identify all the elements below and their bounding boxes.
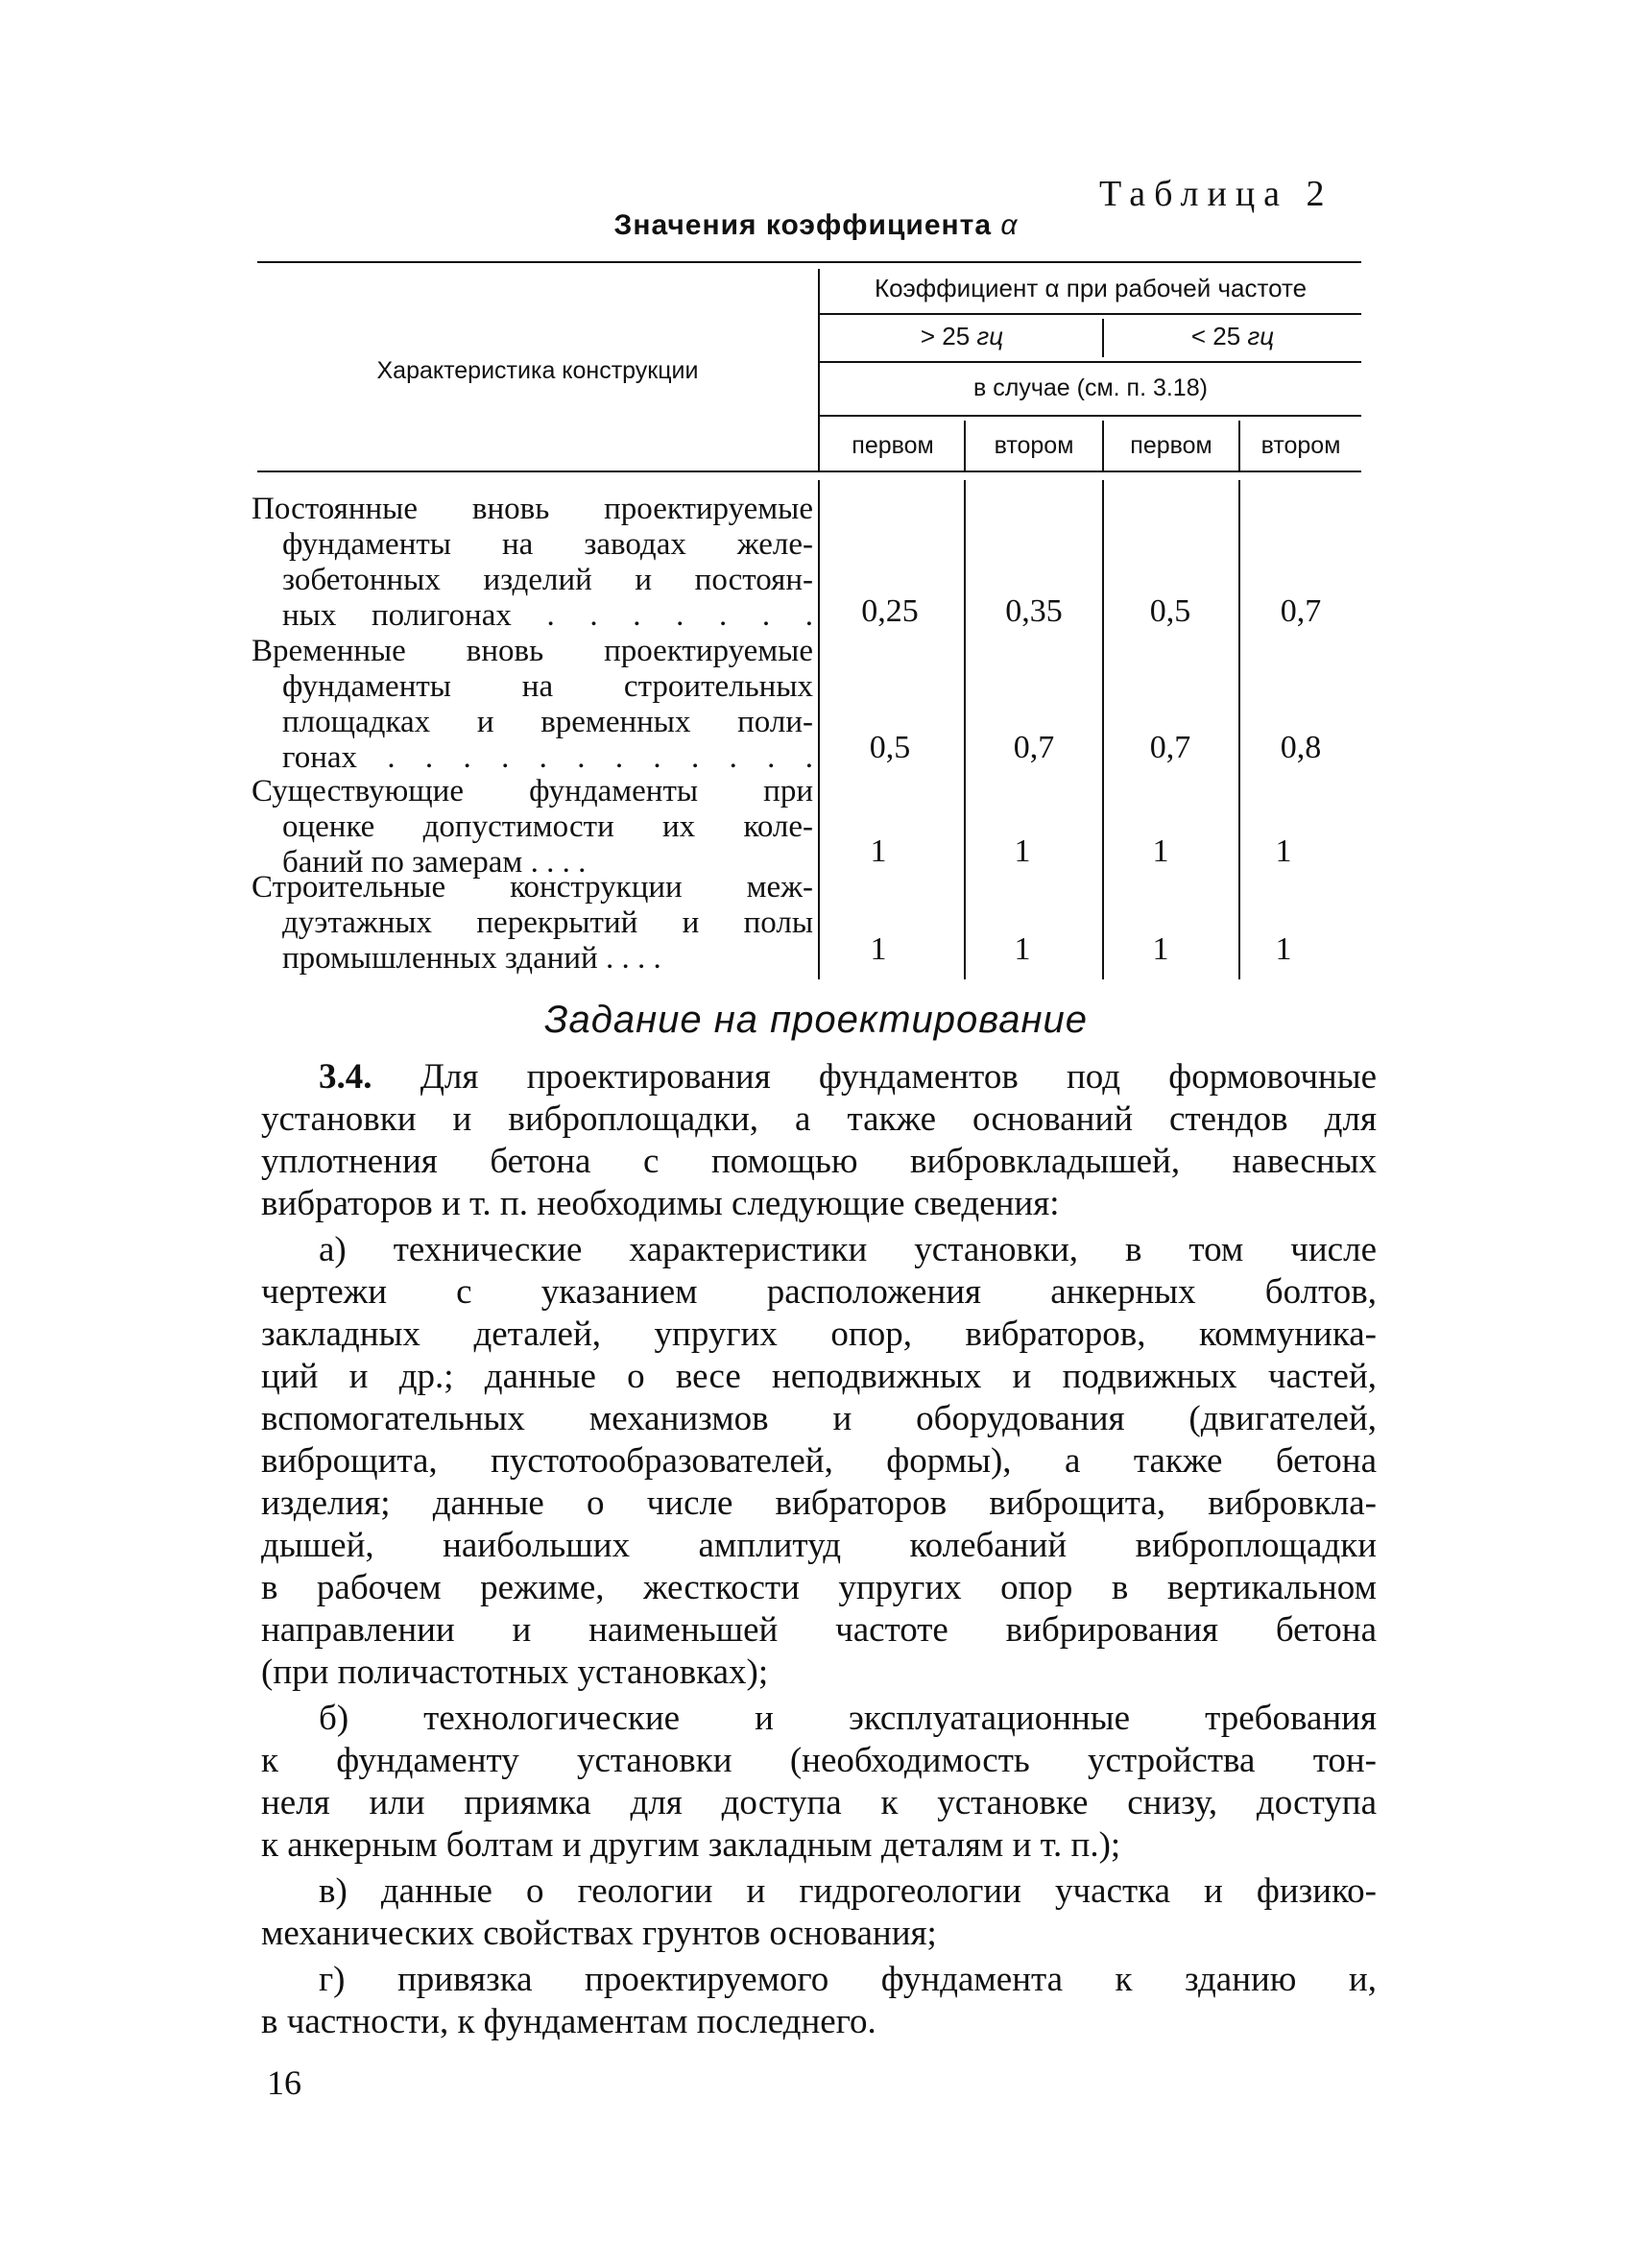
paragraph-a <box>261 1229 1377 1694</box>
row-4-value-3: 1 <box>1152 931 1169 967</box>
table-coef-rule <box>818 313 1361 315</box>
row-3-value-4: 1 <box>1275 833 1292 869</box>
coef-header: Коэффициент α при рабочей частоте <box>874 274 1308 302</box>
p1-line-4: вибраторов и т. п. необходимы следующие сведения: <box>261 1184 1060 1223</box>
row-2-line-1: Временные вновь проектируемые <box>252 634 813 668</box>
p2-line-3: закладных деталей, упругих опор, вибраторов, коммуника- <box>261 1315 1377 1354</box>
table-top-rule <box>257 261 1361 263</box>
page-number: 16 <box>267 2063 301 2102</box>
p1-line-1-text: Для проектирования фундаментов под формовочные <box>420 1057 1378 1097</box>
row-4-line-1: Строительные конструкции меж- <box>252 870 813 905</box>
row-2-value-4: 0,8 <box>1280 730 1322 765</box>
freq-high-unit: гц <box>976 322 1004 350</box>
row-4-line-2: дуэтажных перекрытий и полы <box>282 905 813 940</box>
paragraph-b <box>261 1698 1377 1867</box>
p1-line-3: уплотнения бетона с помощью вибровкладышей, навесных <box>261 1142 1377 1181</box>
row-3-value-3: 1 <box>1152 833 1169 869</box>
p3-line-2: к фундаменту установки (необходимость устройства тон- <box>261 1741 1377 1780</box>
table-row-2-label <box>252 634 813 776</box>
sub-header-2: втором <box>994 432 1074 459</box>
row-header: Характеристика конструкции <box>376 357 699 384</box>
row-2-value-3: 0,7 <box>1149 730 1191 765</box>
freq-low-value: < 25 <box>1190 322 1241 350</box>
p2-line-11: (при поличастотных установках); <box>261 1653 769 1692</box>
row-4-value-2: 1 <box>1014 931 1031 967</box>
p2-line-9: в рабочем режиме, жесткости упругих опор в вертикальном <box>261 1568 1377 1607</box>
section-heading: Задание на проектирование <box>543 999 1089 1041</box>
p2-line-2: чертежи с указанием расположения анкерных болтов, <box>261 1272 1377 1312</box>
p2-line-6: виброщита, пустотообразователей, формы), а также бетона <box>261 1441 1377 1481</box>
table-divider-main <box>818 269 820 470</box>
sub-header-4: втором <box>1260 432 1341 459</box>
table-freq-rule <box>818 361 1361 363</box>
p2-line-5: вспомогательных механизмов и оборудования (двигателей, <box>261 1399 1377 1438</box>
p3-line-4: к анкерным болтам и другим закладным деталям и т. п.); <box>261 1825 1121 1865</box>
row-1-line-2: фундаменты на заводах желе- <box>282 527 813 562</box>
p2-line-4: ций и др.; данные о весе неподвижных и подвижных частей, <box>261 1357 1377 1396</box>
row-1-value-1: 0,25 <box>861 593 919 629</box>
p3-line-3: неля или приямка для доступа к установке снизу, доступа <box>261 1783 1377 1822</box>
table-col-line-0 <box>818 480 820 979</box>
table-row-4-label <box>252 870 813 977</box>
row-2-line-3: площадках и временных поли- <box>282 705 813 739</box>
alpha-symbol: α <box>1000 209 1019 241</box>
paragraph-g <box>261 1959 1377 2043</box>
case-label: в случае (см. п. 3.18) <box>973 374 1208 401</box>
table-case-rule <box>818 415 1361 417</box>
row-3-line-2: оценке допустимости их коле- <box>282 809 813 844</box>
p4-line-2: механических свойствах грунтов основания; <box>261 1914 937 1953</box>
p3-line-1: б) технологические и эксплуатационные требования <box>319 1699 1377 1738</box>
paragraph-3-4 <box>261 1056 1377 1225</box>
row-4-value-1: 1 <box>870 931 887 967</box>
sub-header-1: первом <box>852 432 934 459</box>
table-col-line-2 <box>1102 480 1104 979</box>
row-1-line-4: ных полигонах . . . . . . . <box>282 598 813 633</box>
freq-high <box>822 322 1102 351</box>
table-row-1-label <box>252 492 813 634</box>
row-4-line-3: промышленных зданий . . . . <box>282 941 661 976</box>
freq-high-value: > 25 <box>920 322 971 350</box>
p2-line-8: дышей, наибольших амплитуд колебаний виброплощадки <box>261 1526 1377 1565</box>
p5-line-1: г) привязка проектируемого фундамента к зданию и, <box>319 1960 1377 1999</box>
clause-number: 3.4. <box>319 1057 372 1097</box>
p5-line-2: в частности, к фундаментам последнего. <box>261 2002 876 2041</box>
table-title <box>480 209 1152 242</box>
paragraph-v <box>261 1870 1377 1955</box>
table-header-bottom-rule <box>257 470 1361 472</box>
row-1-value-3: 0,5 <box>1149 593 1191 629</box>
row-2-line-2: фундаменты на строительных <box>282 669 813 704</box>
row-2-value-1: 0,5 <box>869 730 911 765</box>
p2-line-7: изделия; данные о числе вибраторов виброщита, вибровкла- <box>261 1484 1377 1523</box>
p1-line-2: установки и виброплощадки, а также оснований стендов для <box>261 1099 1377 1139</box>
row-1-line-3: зобетонных изделий и постоян- <box>282 563 813 597</box>
row-3-line-1: Существующие фундаменты при <box>252 774 813 808</box>
row-3-line-3: баний по замерам . . . . <box>282 845 587 880</box>
row-1-value-4: 0,7 <box>1280 593 1322 629</box>
freq-low <box>1104 322 1361 351</box>
freq-low-unit: гц <box>1247 322 1275 350</box>
table-col-line-1 <box>964 480 966 979</box>
row-1-line-1: Постоянные вновь проектируемые <box>252 492 813 526</box>
table-title-text: Значения коэффициента <box>613 209 993 241</box>
row-2-line-4: гонах . . . . . . . . . . . . <box>282 740 813 775</box>
row-4-value-4: 1 <box>1275 931 1292 967</box>
p2-line-10: направлении и наименьшей частоте вибрирования бетона <box>261 1610 1377 1650</box>
row-2-value-2: 0,7 <box>1013 730 1055 765</box>
table-label: Таблица 2 <box>1099 174 1333 214</box>
row-1-value-2: 0,35 <box>1005 593 1063 629</box>
p1-line-1 <box>261 1056 1377 1098</box>
sub-header-3: первом <box>1130 432 1212 459</box>
table-row-3-label <box>252 774 813 881</box>
body-text <box>261 1056 1377 2047</box>
p4-line-1: в) данные о геологии и гидрогеологии участка и физико- <box>319 1871 1377 1911</box>
p2-line-1: а) технические характеристики установки, в том числе <box>319 1230 1377 1269</box>
row-3-value-1: 1 <box>870 833 887 869</box>
row-3-value-2: 1 <box>1014 833 1031 869</box>
